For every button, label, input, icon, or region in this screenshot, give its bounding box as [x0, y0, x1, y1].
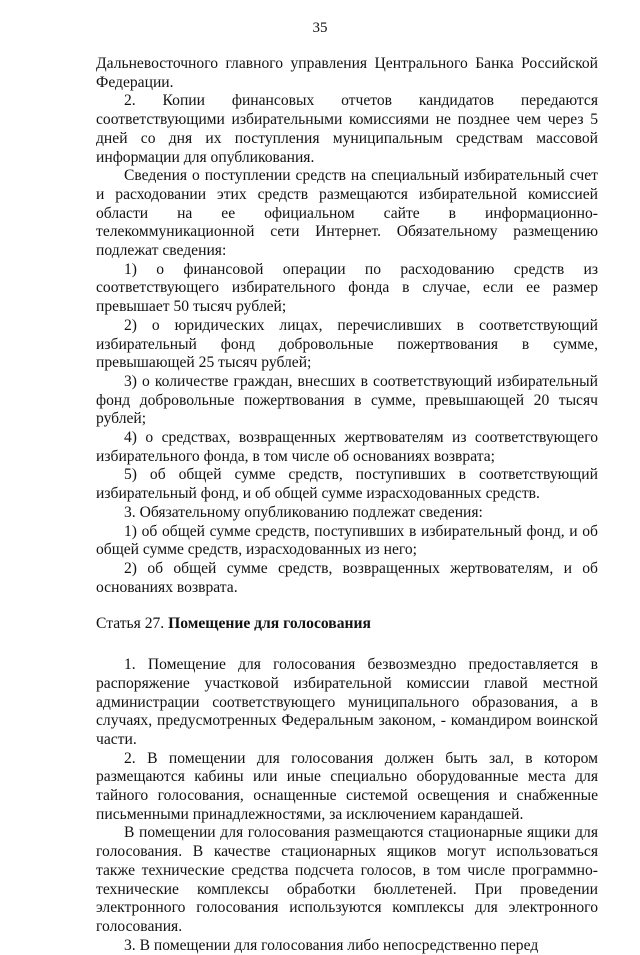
- list-item: 1) об общей сумме средств, поступивших в избирательный фонд, и об общей сумме средств, израсходованных из него;: [96, 522, 598, 559]
- paragraph: В помещении для голосования размещаются стационарные ящики для голосования. В качестве стационарных ящиков могут использоваться также технические средства подсчета голосов, в том числе программно-технические комплексы обработки бюллетеней. При проведении электронного голосования используются комплексы для электронного голосования.: [96, 824, 598, 935]
- paragraph: 3. В помещении для голосования либо непосредственно перед: [124, 936, 539, 954]
- list-item: 4) о средствах, возвращенных жертвователям из соответствующего избирательного фонда, в том числе об основаниях возврата;: [96, 429, 598, 465]
- list-item: 1) о финансовой операции по расходованию средств из соответствующего избирательного фонда в случае, если ее размер превышает 50 тысяч рублей;: [96, 260, 598, 316]
- list-item: 2) о юридических лицах, перечисливших в соответствующий избирательный фонд добровольные пожертвования в сумме, превышающей 25 тысяч рублей;: [96, 316, 598, 372]
- document-body: [96, 55, 598, 955]
- article-heading: [96, 615, 598, 634]
- paragraph: 2. Копии финансовых отчетов кандидатов передаются соответствующими избирательными комиссиями не позднее чем через 5 дней со дня их поступления муниципальным средствам массовой информации для опубликования.: [96, 92, 598, 166]
- article-label: Статья 27.: [96, 615, 165, 633]
- paragraph: Сведения о поступлении средств на специальный избирательный счет и расходовании этих средств размещаются избирательной комиссией области на ее официальном сайте в информационно-телекоммуникационной сети Интернет. Обязательному размещению подлежат сведения:: [96, 167, 598, 260]
- paragraph: Дальневосточного главного управления Центрального Банка Российской Федерации.: [96, 55, 598, 91]
- article-title: Помещение для голосования: [168, 615, 371, 633]
- paragraph: 3. Обязательному опубликованию подлежат сведения:: [124, 503, 483, 521]
- paragraph: 1. Помещение для голосования безвозмездно предоставляется в распоряжение участковой избирательной комиссии главой местной администрации соответствующего муниципального образования, а в случаях, предусмотренных Федеральным законом, - командиром воинской части.: [96, 656, 598, 748]
- list-item: 5) об общей сумме средств, поступивших в соответствующий избирательный фонд, и об общей сумме израсходованных средств.: [96, 466, 598, 503]
- list-item: 2) об общей сумме средств, возвращенных жертвователям, и об основаниях возврата.: [96, 559, 598, 596]
- page-number: 35: [312, 20, 328, 36]
- list-item: 3) о количестве граждан, внесших в соответствующий избирательный фонд добровольные пожертвования в сумме, превышающей 20 тысяч рублей;: [96, 372, 598, 428]
- paragraph: 2. В помещении для голосования должен быть зал, в котором размещаются кабины или иные специально оборудованные места для тайного голосования, оснащенные системой освещения и снабженные письменными принадлежностями, за исключением карандашей.: [96, 749, 598, 823]
